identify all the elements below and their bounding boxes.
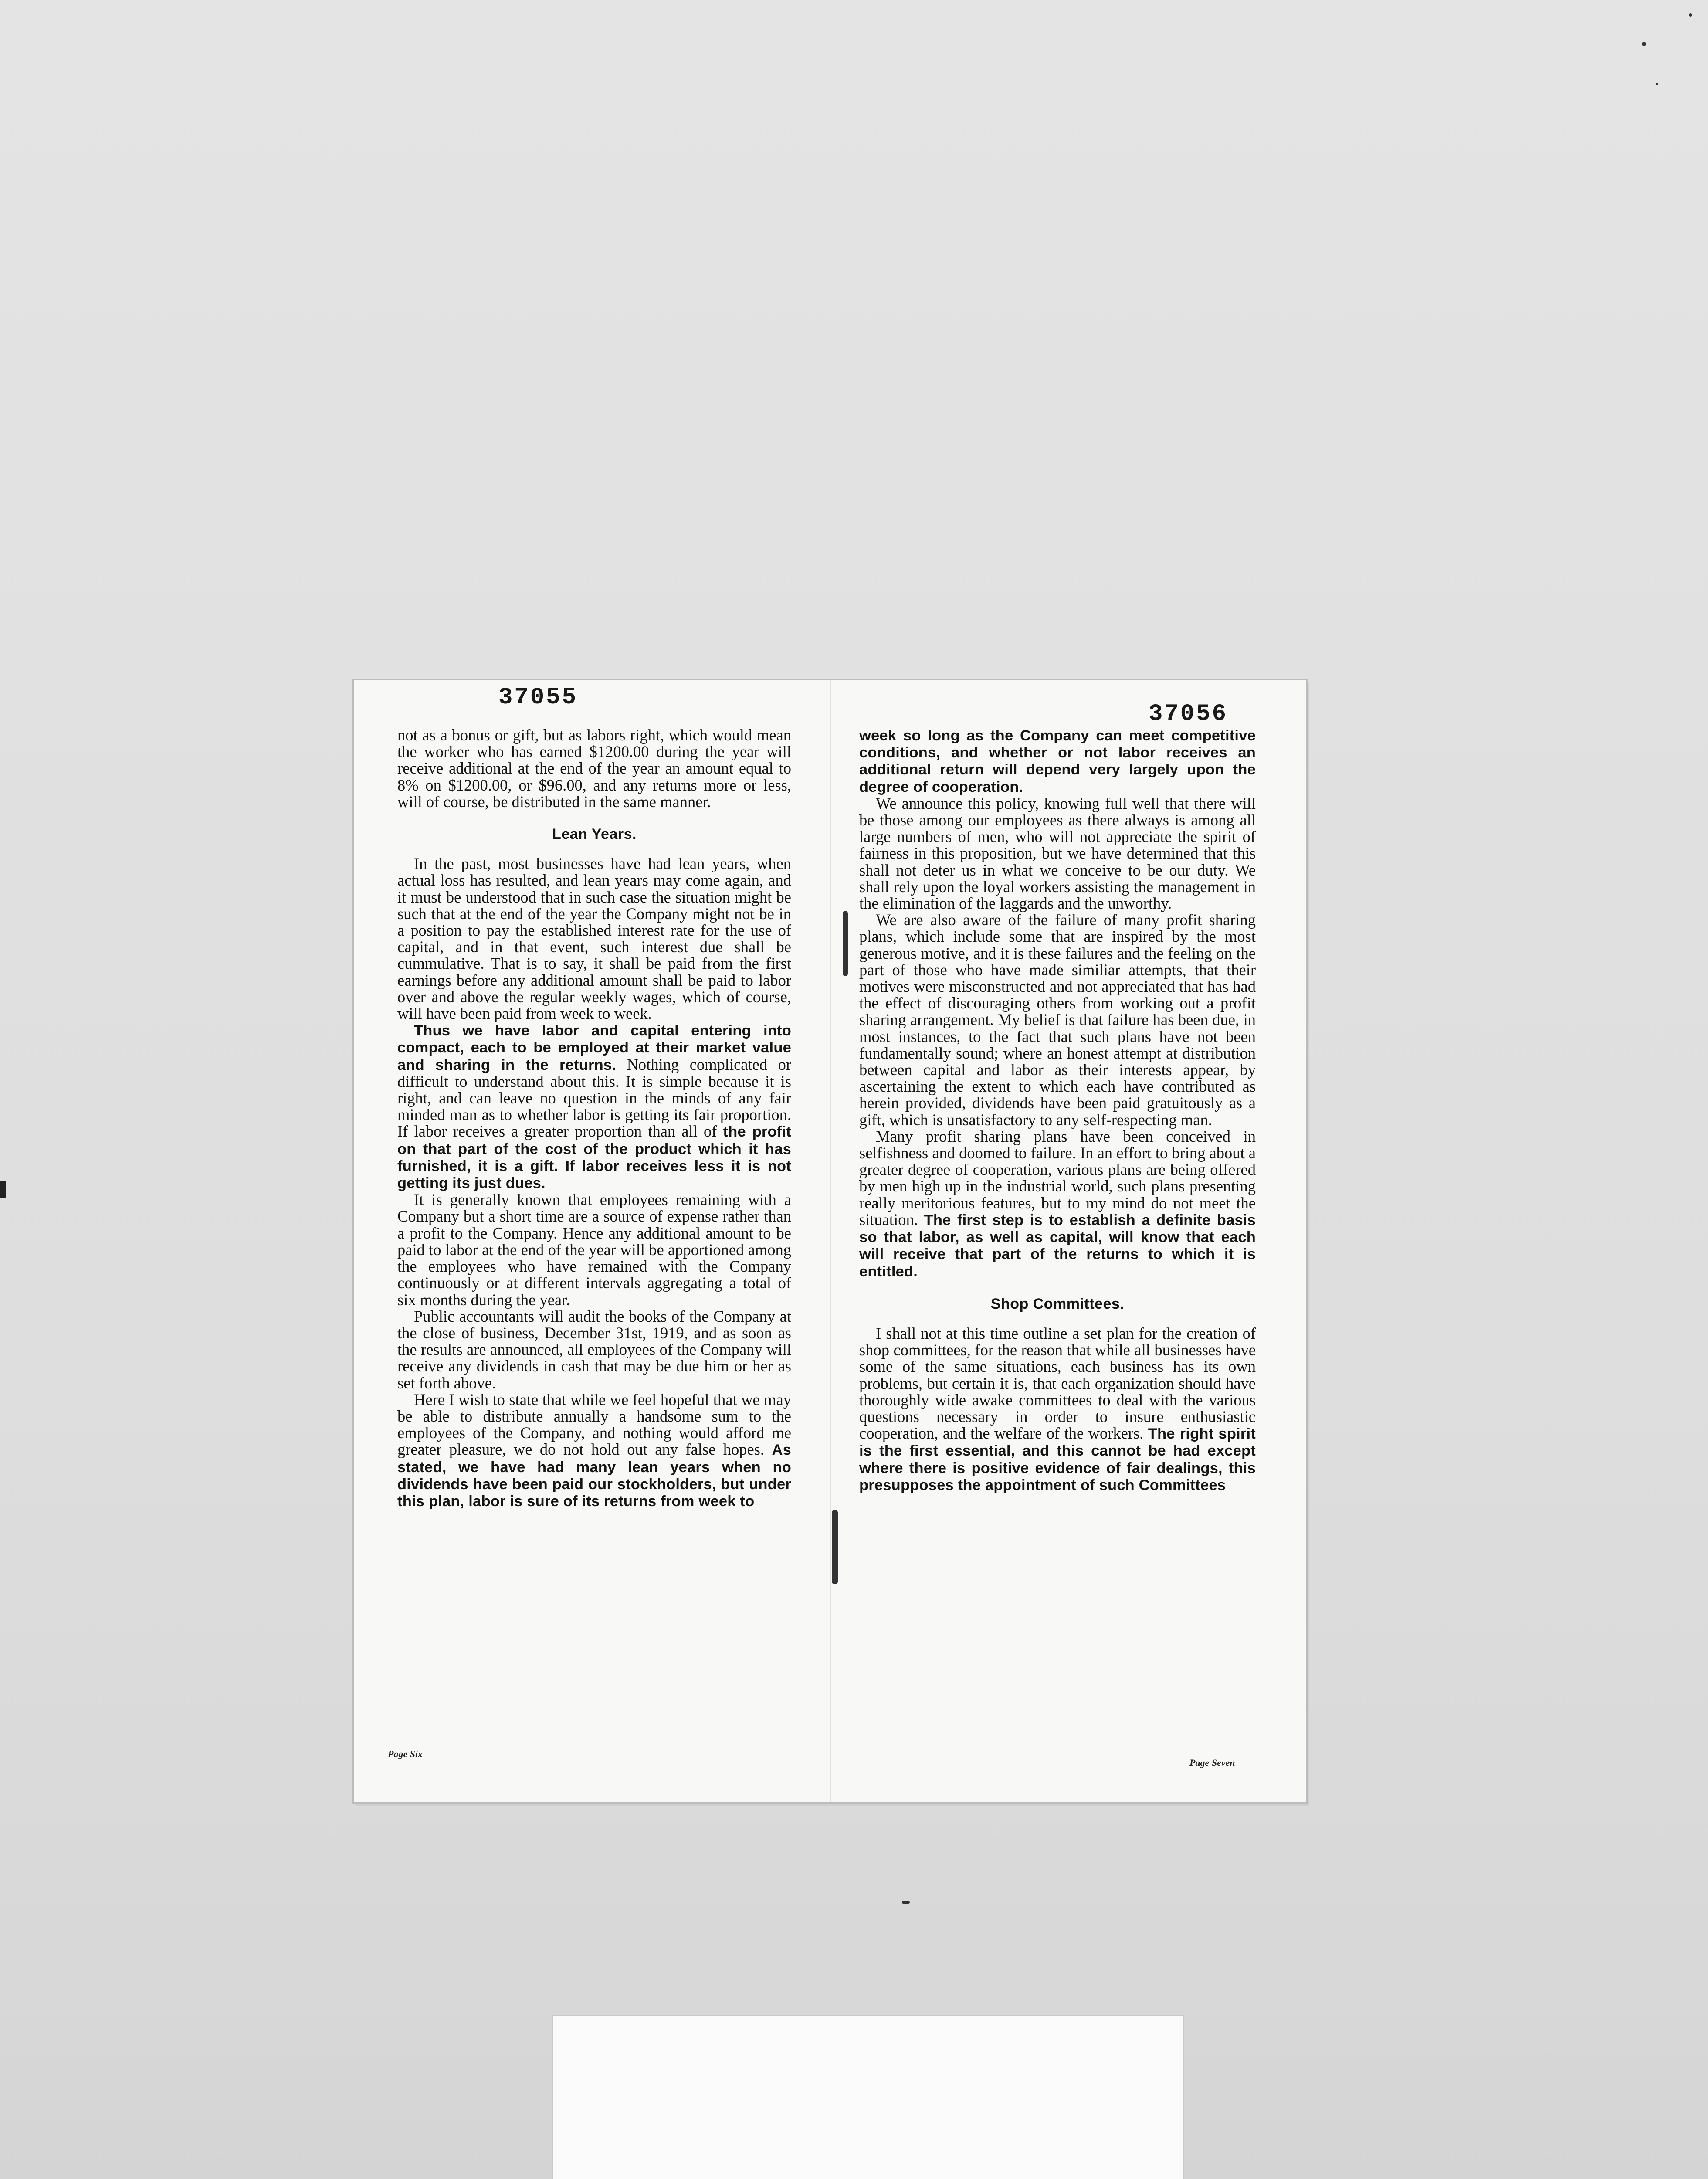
right-page-footer: Page Seven: [1190, 1757, 1235, 1768]
left-paragraph-thus: [397, 1022, 791, 1191]
staple-mark: [832, 1510, 838, 1584]
plain-text: I shall not at this time outline a set plan for the creation of shop committees, for the reason that while all businesses have some of the same situations, each business has its own problems, but certain it is, that each organization should have thoroughly wide awake committees to deal with the various questions necessary in order to insure enthusiastic cooperation, and the welfare of the workers.: [859, 1324, 1256, 1442]
film-speck: [1656, 83, 1658, 85]
film-edge-mark: [0, 1181, 6, 1198]
right-paragraph-shop: [859, 1325, 1256, 1493]
booklet-spread: [354, 680, 1306, 1802]
right-paragraph-week: [859, 727, 1256, 795]
film-speck: [902, 1901, 910, 1904]
booklet-gutter: [830, 680, 831, 1802]
bold-text: As stated, we have had many lean years when no dividends have been paid our stockholders, but under this plan, labor is sure of its returns from week to: [397, 1442, 791, 1510]
plain-text: Here I wish to state that while we feel hopeful that we may be able to distribute annually a handsome sum to the employees of the Company, and nothing would afford me greater pleasure, we do not hold out any false hopes.: [397, 1390, 791, 1459]
archive-label-card: [553, 2016, 1183, 2179]
film-speck: [1689, 13, 1692, 17]
right-paragraph-many: [859, 1128, 1256, 1280]
left-paragraph-known: It is generally known that employees remaining with a Company but a short time are a source of expense rather than a profit to the Company. Hence any additional amount to be paid to labor at the end of the year will be apportioned among the employees who have remained with the Company continuously or at different intervals aggregating a total of six months during the year.: [397, 1191, 791, 1309]
right-page-stamp-number: 37056: [1149, 701, 1228, 727]
right-paragraph-aware: We are also aware of the failure of many profit sharing plans, which include some that are inspired by the most generous motive, and it is these failures and the feeling on the part of those who have made similiar attempts, that their motives were misconstructed and not appreciated that has had the effect of discouraging others from working out a profit sharing arrangement. My belief is that failure has been due, in most instances, to the fact that such plans have not been fundamentally sound; where an honest attempt at distribution between capital and labor as their interests appear, by ascertaining the extent to which each have contributed as herein provided, dividends have been paid gratuitously as a gift, which is unsatisfactory to any self-respecting man.: [859, 911, 1256, 1129]
plain-text: Nothing complicated or difficult to understand about this. It is simple because it is right, and can leave no question in the minds of any fair minded man as to whether labor is getting its fair proportion. If labor receives a greater proportion than all of: [397, 1055, 791, 1140]
left-page-footer: Page Six: [388, 1748, 423, 1759]
right-paragraph-announce: We announce this policy, knowing full well that there will be those among our employees as there always is among all large numbers of men, who will not appreciate the spirit of fairness in this proposition, but we have determined that this shall not deter us in what we conceive to be our duty. We shall rely upon the loyal workers assisting the management in the elimination of the laggards and the unworthy.: [859, 794, 1256, 913]
bold-text: The first step is to establish a definite basis so that labor, as well as capital, will know that each will receive that part of the returns to which it is entitled.: [859, 1212, 1256, 1280]
left-page-stamp-number: 37055: [498, 684, 578, 711]
left-paragraph-accountants: Public accountants will audit the books of the Company at the close of business, December 31st, 1919, and as soon as the results are announced, all employees of the Company will receive any dividends in cash that may be due him or her as set forth above.: [397, 1307, 791, 1392]
bold-text: Thus we have labor and capital entering into compact, each to be employed at their market value and sharing in the returns.: [397, 1022, 791, 1073]
right-page-text-column: [859, 727, 1256, 1493]
left-page-text-column: [397, 727, 791, 1510]
left-paragraph-bonus: not as a bonus or gift, but as labors right, which would mean the worker who has earned $1200.00 during the year will receive additional at the end of the year an amount equal to 8% on $1200.00, or $96.00, and any returns more or less, will of course, be distributed in the same manner.: [397, 726, 791, 811]
bold-text: The right spirit is the first essential, and this cannot be had except where there is positive evidence of fair dealings, this presupposes the appointment of such Committees: [859, 1426, 1256, 1493]
film-speck: [1642, 42, 1646, 46]
heading-lean-years: Lean Years.: [552, 826, 637, 843]
bold-text: week so long as the Company can meet competitive conditions, and whether or not labor receives an additional return will depend very largely upon the degree of cooperation.: [859, 727, 1256, 795]
left-paragraph-hopeful: [397, 1392, 791, 1510]
plain-text: Many profit sharing plans have been conceived in selfishness and doomed to failure. In an effort to bring about a greater degree of cooperation, various plans are being offered by men high up in the industrial world, such plans presenting really meritorious features, but to my mind do not meet the situation.: [859, 1127, 1256, 1229]
heading-shop-committees: Shop Committees.: [990, 1295, 1125, 1312]
staple-mark: [843, 911, 848, 976]
bold-text: the profit on that part of the cost of the product which it has furnished, it is a gift. If labor receives less it is not getting its just dues.: [397, 1123, 791, 1192]
left-paragraph-lean: In the past, most businesses have had lean years, when actual loss has resulted, and lean years may come again, and it must be understood that in such case the situation might be such that at the end of the year the Company might not be in a position to pay the established interest rate for the use of capital, and in that event, such interest due shall be cummulative. That is to say, it shall be paid from the first earnings before any additional amount shall be paid to labor over and above the regular weekly wages, which of course, will have been paid from week to week.: [397, 855, 791, 1023]
